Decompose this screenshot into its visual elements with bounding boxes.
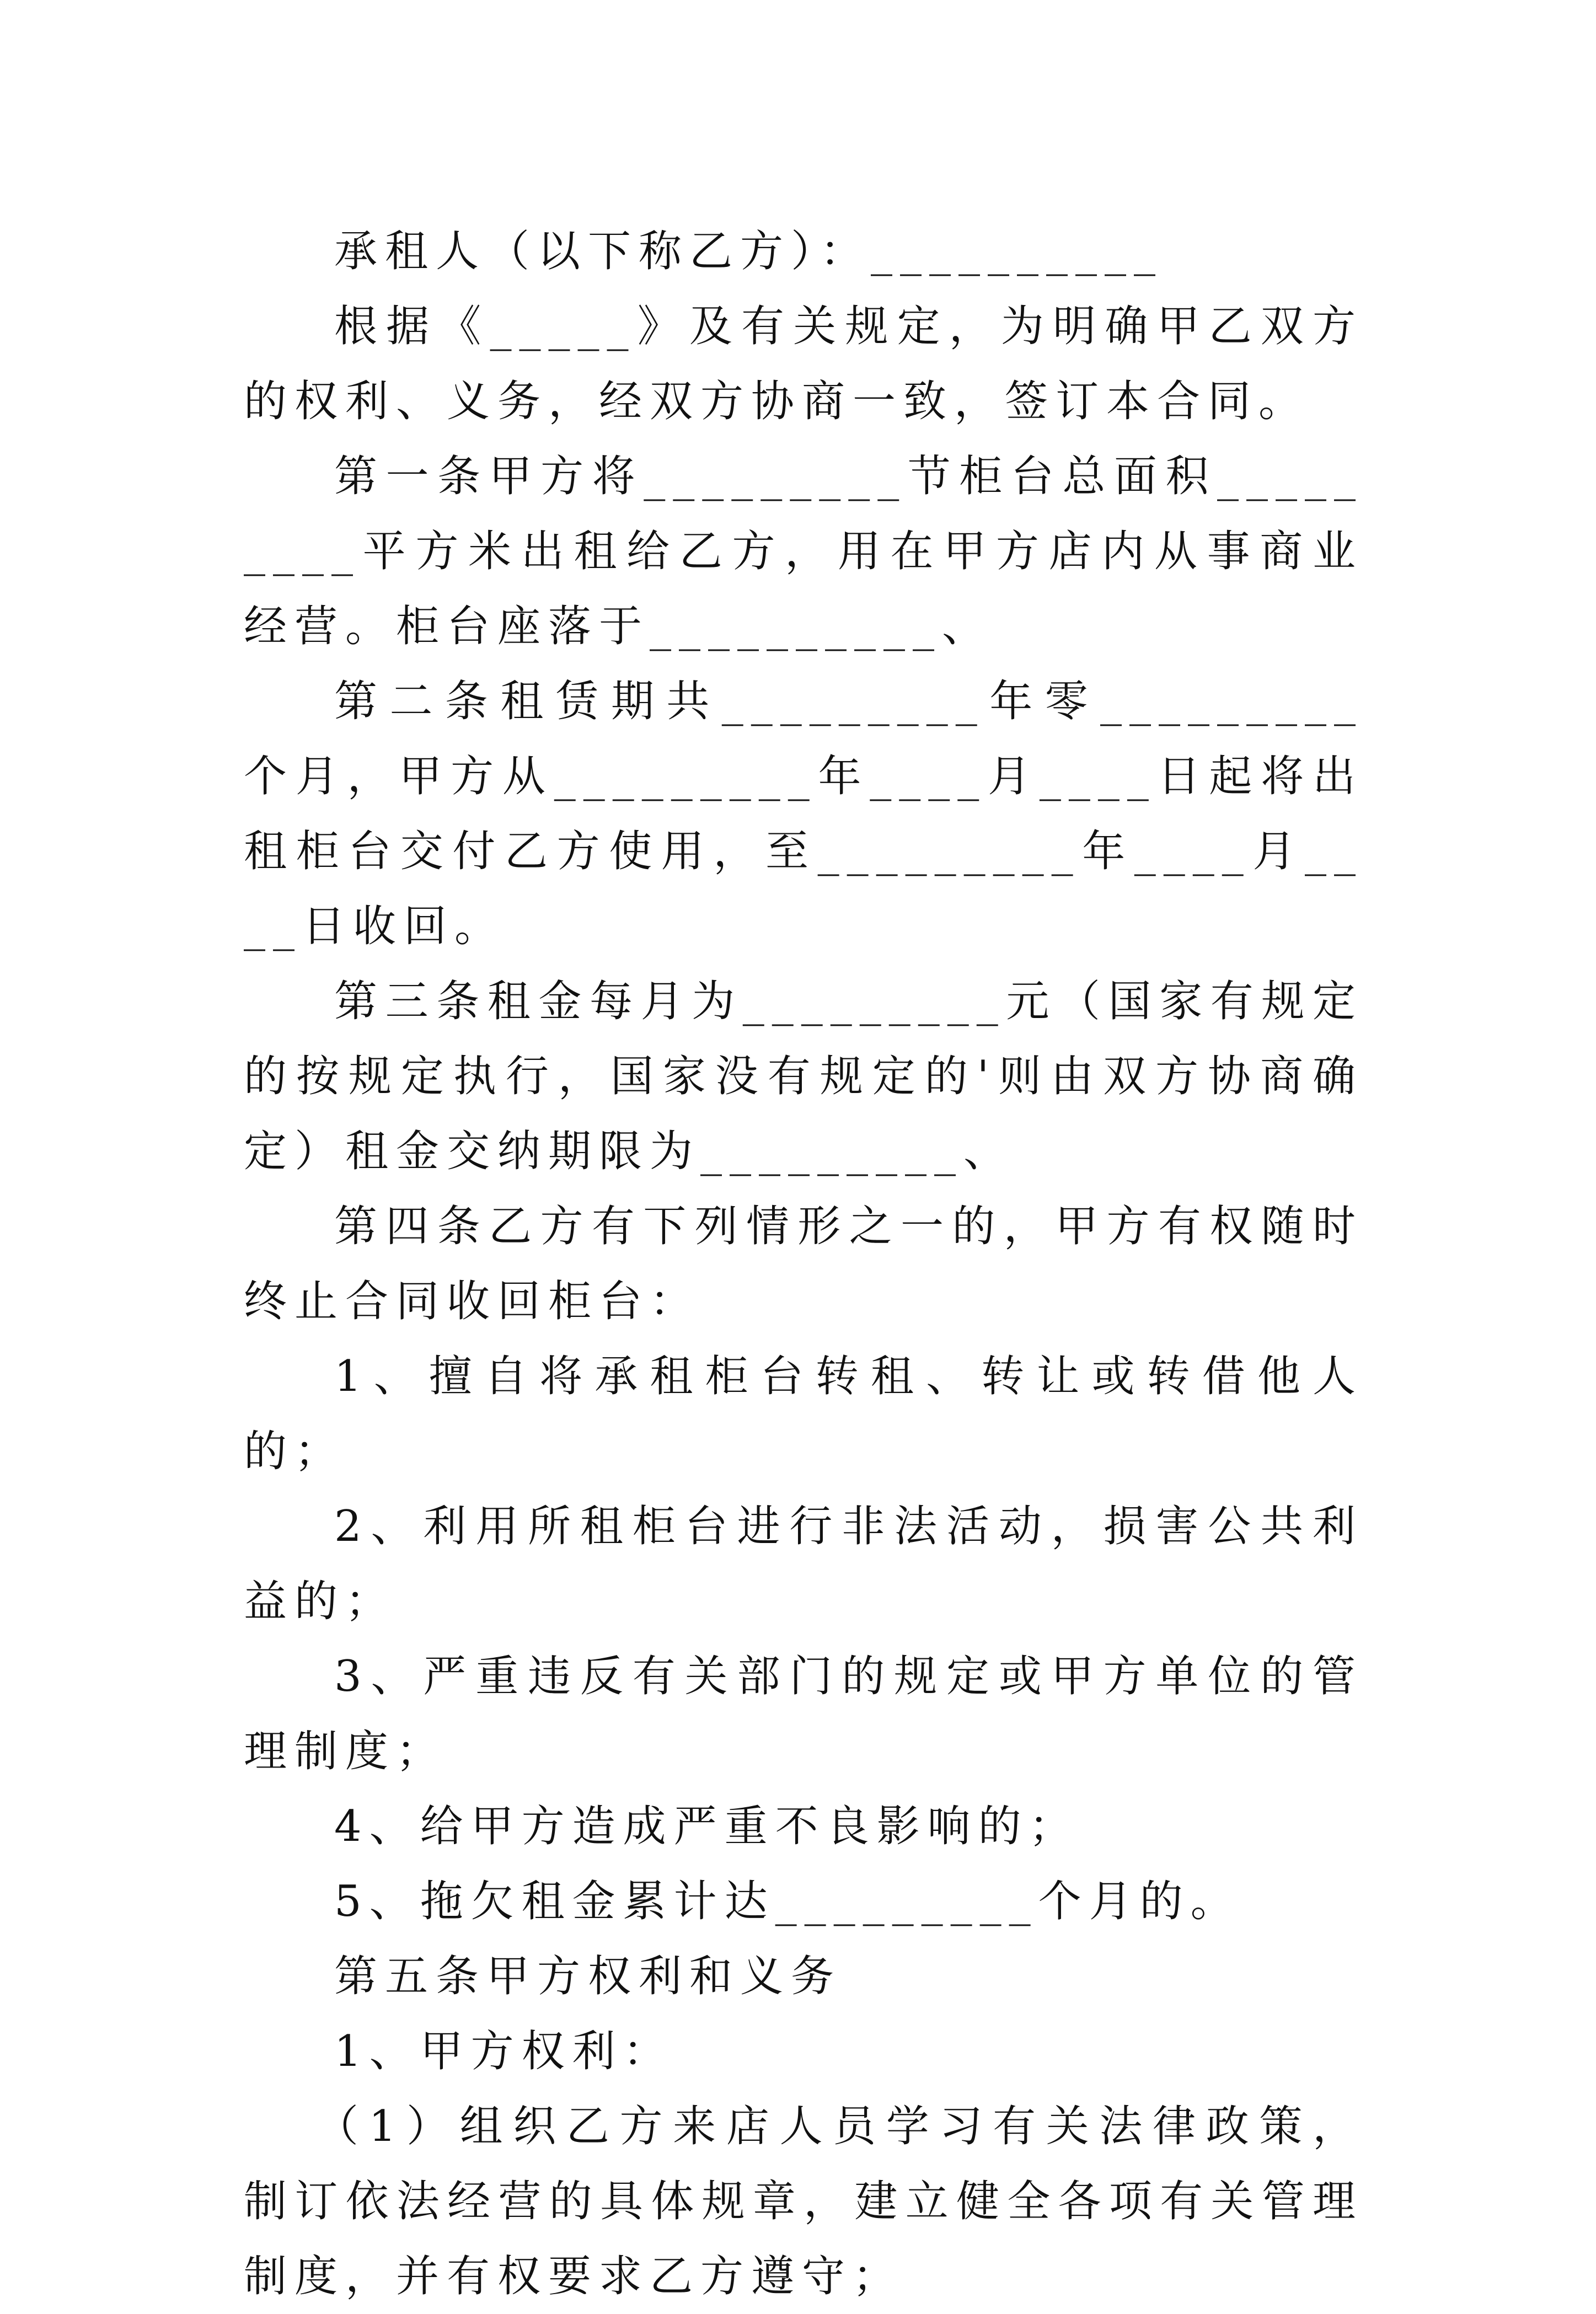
contract-body [244, 214, 1363, 2314]
preamble-paragraph: 根据《_____》及有关规定，为明确甲乙双方的权利、义务，经双方协商一致，签订本合同。 [244, 302, 1363, 426]
article-4-item-1: 1、擅自将承租柜台转租、转让或转借他人的； [244, 1352, 1363, 1476]
article-4-item-3: 3、严重违反有关部门的规定或甲方单位的管理制度； [244, 1652, 1363, 1776]
article-4-item-4: 4、给甲方造成严重不良影响的； [334, 1802, 1080, 1851]
party-a-rights-item-1: （1）组织乙方来店人员学习有关法律政策，制订依法经营的具体规章，建立健全各项有关管理制度，并有权要求乙方遵守； [244, 2102, 1363, 2301]
lessee-line: 承租人（以下称乙方）：__________ [334, 227, 1164, 276]
party-a-rights-heading: 1、甲方权利： [334, 2027, 674, 2076]
article-4-item-2: 2、利用所租柜台进行非法活动，损害公共利益的； [244, 1502, 1363, 1626]
article-1-paragraph: 第一条甲方将_________节柜台总面积_________平方米出租给乙方，用在甲方店内从事商业经营。柜台座落于__________、 [244, 452, 1363, 651]
article-3-paragraph: 第三条租金每月为_________元（国家有规定的按规定执行，国家没有规定的'则由双方协商确定）租金交纳期限为_________、 [244, 977, 1363, 1176]
article-4-paragraph: 第四条乙方有下列情形之一的，甲方有权随时终止合同收回柜台： [244, 1202, 1363, 1326]
article-4-item-5: 5、拖欠租金累计达_________个月的。 [334, 1877, 1241, 1926]
article-2-paragraph: 第二条租赁期共_________年零_________个月，甲方从_________年____月____日起将出租柜台交付乙方使用，至_________年____月____日收回。 [244, 677, 1363, 951]
article-5-heading: 第五条甲方权利和义务 [334, 1952, 842, 2001]
